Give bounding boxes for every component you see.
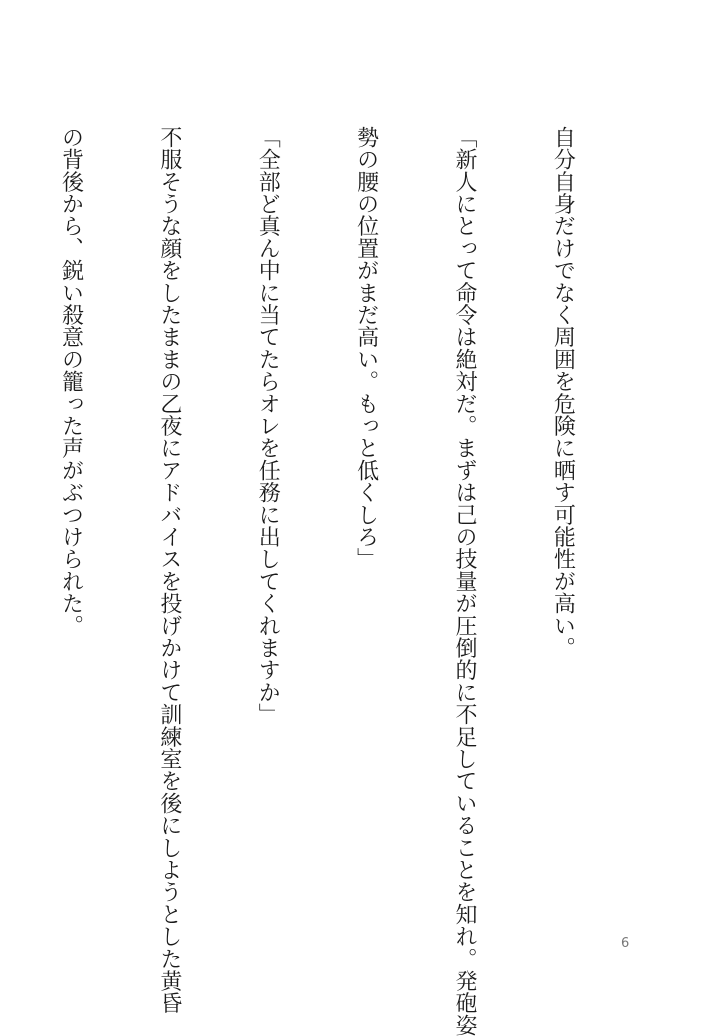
text-line: 「全部ど真ん中に当てたらオレを任務に出してくれますか」: [255, 126, 281, 726]
page-number: 6: [621, 936, 630, 951]
text-line: 「新人にとって命令は絶対だ。まずは己の技量が圧倒的に不足していることを知れ。発砲姿: [452, 126, 478, 1036]
vertical-text-body: [0, 126, 644, 1036]
text-line: 勢の腰の位置がまだ高い。もっと低くしろ」: [353, 126, 379, 570]
text-line: 自分自身だけでなく周囲を危険に晒す可能性が高い。: [550, 126, 576, 659]
text-line: 不服そうな顔をしたままの乙夜にアドバイスを投げかけて訓練室を後にしようとした黄昏: [156, 126, 182, 1014]
text-line: の背後から、鋭い殺意の籠った声がぶつけられた。: [58, 126, 84, 637]
